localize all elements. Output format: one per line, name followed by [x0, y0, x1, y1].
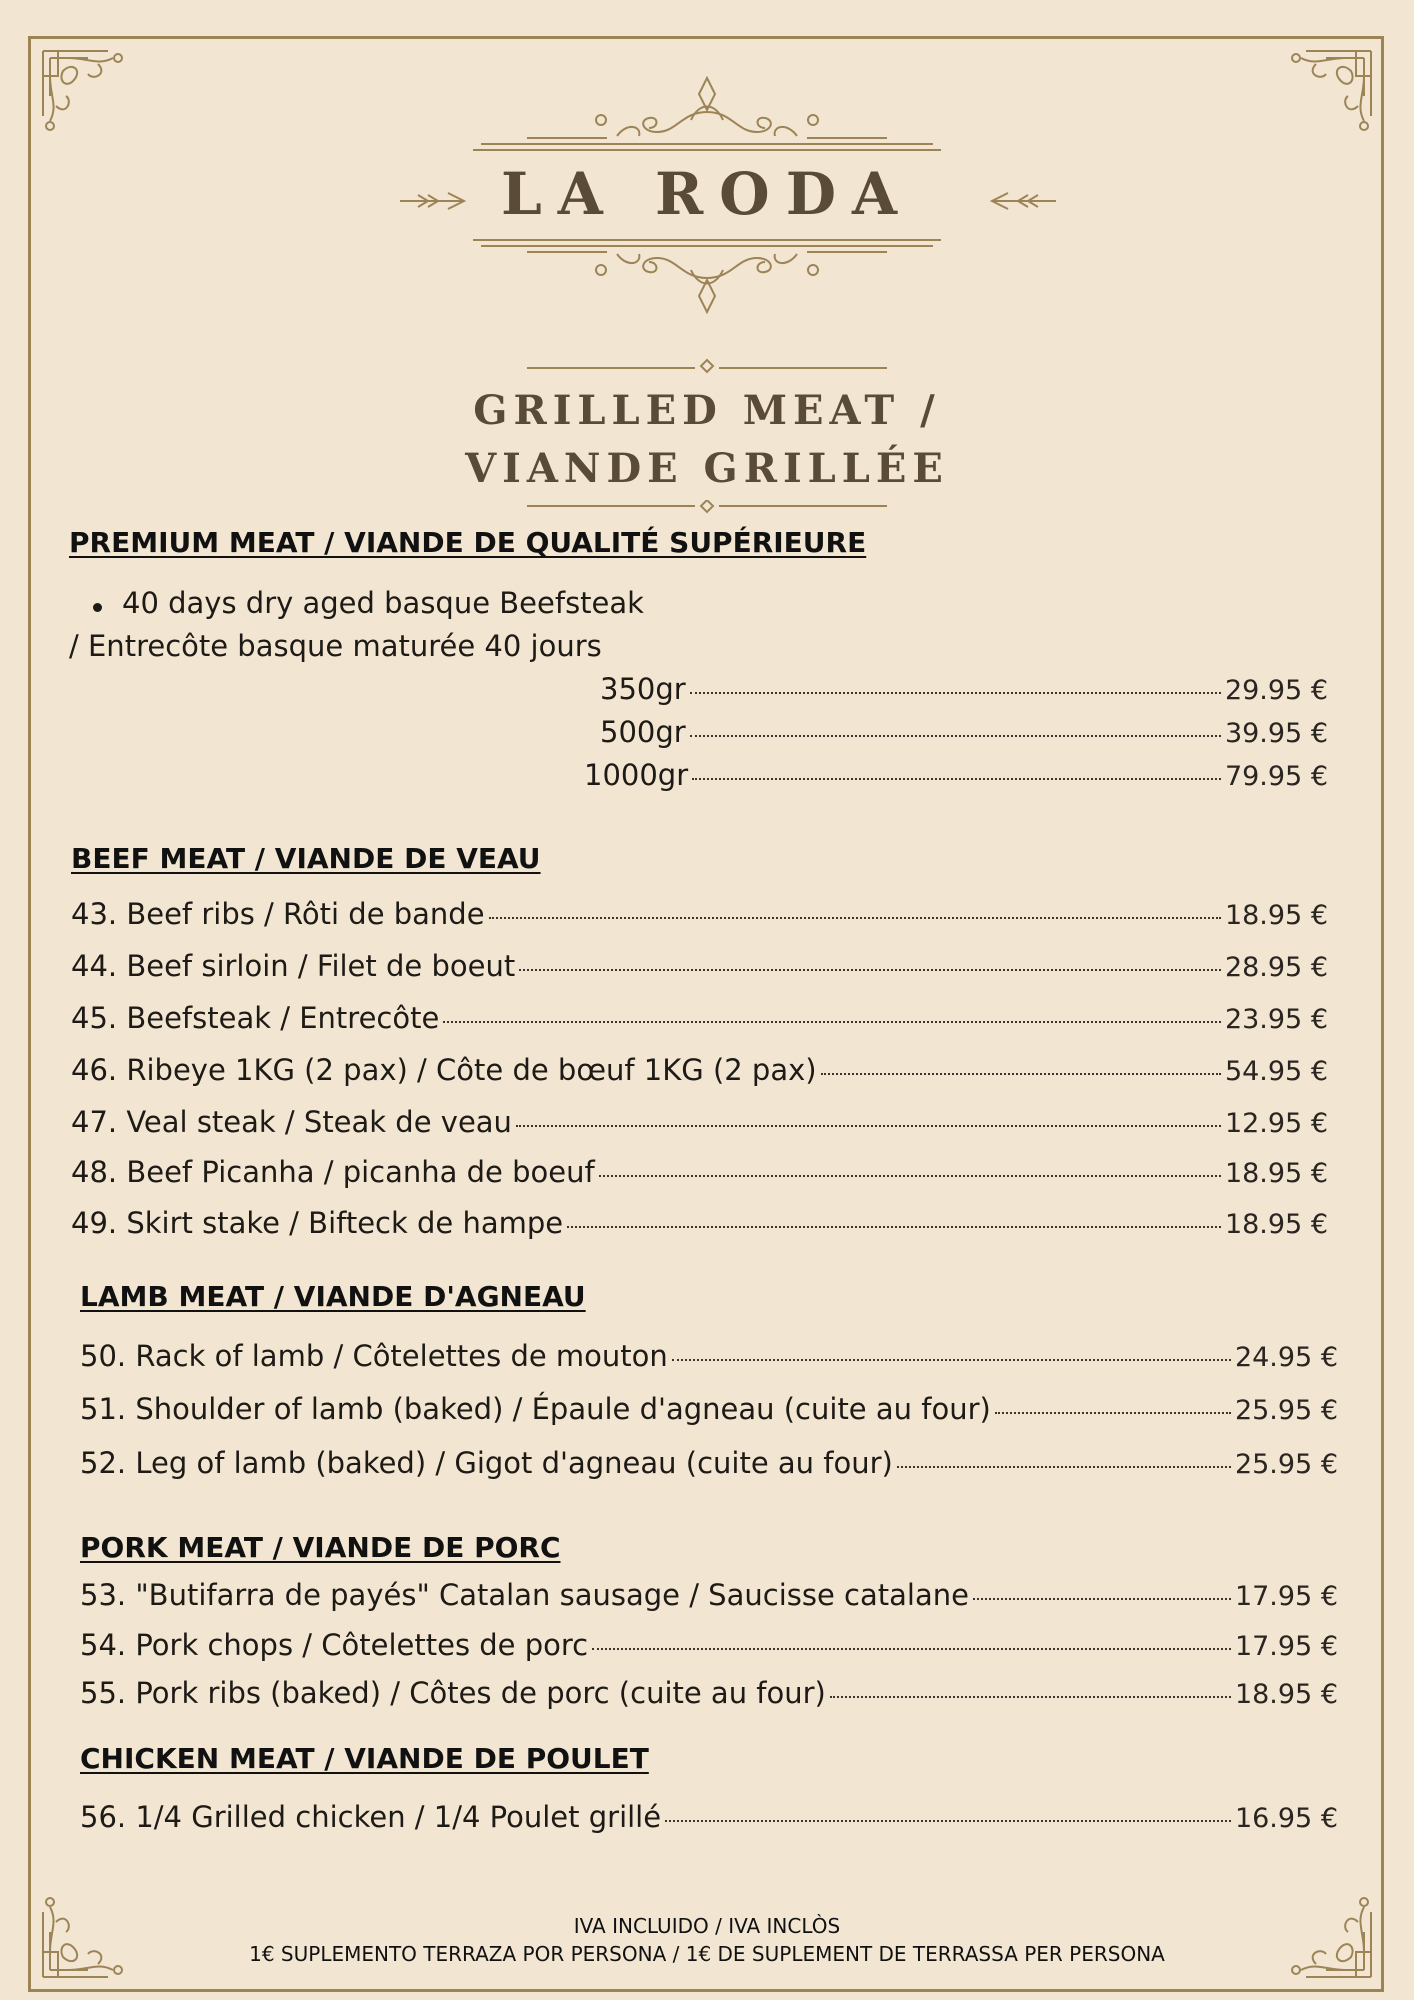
title-divider-top — [0, 354, 1414, 374]
dot-leader — [567, 1226, 1221, 1228]
menu-item — [80, 1339, 1338, 1373]
item-name: 48. Beef Picanha / picanha de boeuf — [71, 1155, 595, 1189]
price: 16.95 € — [1234, 1803, 1338, 1834]
menu-item — [80, 1800, 1338, 1834]
price: 23.95 € — [1224, 1004, 1328, 1035]
menu-item — [71, 1105, 1328, 1139]
dot-leader — [489, 917, 1221, 919]
chicken-heading: CHICKEN MEAT / VIANDE DE POULET — [80, 1742, 649, 1775]
size-label: 1000gr — [584, 758, 689, 792]
arrow-ornament-right — [988, 190, 1058, 212]
dot-leader — [690, 692, 1221, 694]
dot-leader — [830, 1696, 1231, 1698]
item-name: 43. Beef ribs / Rôti de bande — [71, 897, 485, 931]
item-name: 53. "Butifarra de payés" Catalan sausage / Saucisse catalane — [80, 1578, 969, 1612]
price: 24.95 € — [1234, 1342, 1338, 1373]
price: 28.95 € — [1224, 952, 1328, 983]
pork-heading: PORK MEAT / VIANDE DE PORC — [80, 1531, 561, 1564]
dot-leader — [516, 1125, 1221, 1127]
premium-item-name-fr: / Entrecôte basque maturée 40 jours — [69, 629, 602, 663]
dot-leader — [519, 969, 1221, 971]
premium-size-row — [600, 715, 1328, 749]
dot-leader — [599, 1175, 1221, 1177]
price: 79.95 € — [1224, 761, 1328, 792]
menu-item — [80, 1676, 1338, 1710]
dot-leader — [690, 735, 1221, 737]
premium-size-row — [600, 672, 1328, 706]
price: 54.95 € — [1224, 1056, 1328, 1087]
footer-terrace-note: 1€ SUPLEMENTO TERRAZA POR PERSONA / 1€ DE SUPLEMENT DE TERRASSA PER PERSONA — [249, 1942, 1165, 1966]
price: 18.95 € — [1224, 1158, 1328, 1189]
item-name: 47. Veal steak / Steak de veau — [71, 1105, 512, 1139]
lamb-heading: LAMB MEAT / VIANDE D'AGNEAU — [80, 1280, 586, 1313]
item-name: 50. Rack of lamb / Côtelettes de mouton — [80, 1339, 668, 1373]
size-label: 350gr — [600, 672, 686, 706]
menu-item — [71, 1001, 1328, 1035]
size-label: 500gr — [600, 715, 686, 749]
beef-heading: BEEF MEAT / VIANDE DE VEAU — [71, 842, 541, 875]
price: 17.95 € — [1234, 1631, 1338, 1662]
price: 25.95 € — [1234, 1395, 1338, 1426]
price: 12.95 € — [1224, 1108, 1328, 1139]
price: 39.95 € — [1224, 718, 1328, 749]
dot-leader — [995, 1412, 1231, 1414]
menu-item — [80, 1392, 1338, 1426]
item-name: 56. 1/4 Grilled chicken / 1/4 Poulet grillé — [80, 1800, 662, 1834]
premium-heading: PREMIUM MEAT / VIANDE DE QUALITÉ SUPÉRIEURE — [69, 526, 867, 559]
dot-leader — [443, 1021, 1221, 1023]
item-name: 51. Shoulder of lamb (baked) / Épaule d'agneau (cuite au four) — [80, 1392, 991, 1426]
price: 18.95 € — [1234, 1679, 1338, 1710]
premium-item-name: 40 days dry aged basque Beefsteak — [122, 586, 644, 620]
menu-item — [71, 1053, 1328, 1087]
price: 18.95 € — [1224, 900, 1328, 931]
item-name: 52. Leg of lamb (baked) / Gigot d'agneau (cuite au four) — [80, 1446, 893, 1480]
dot-leader — [821, 1073, 1221, 1075]
price: 17.95 € — [1234, 1581, 1338, 1612]
title-divider-bottom — [0, 500, 1414, 520]
logo-ornament-bottom — [0, 238, 1414, 318]
price: 18.95 € — [1224, 1209, 1328, 1240]
page-title-line1: GRILLED MEAT / — [473, 387, 941, 434]
menu-item — [71, 949, 1328, 983]
dot-leader — [672, 1359, 1231, 1361]
item-name: 54. Pork chops / Côtelettes de porc — [80, 1628, 589, 1662]
menu-item — [71, 897, 1328, 931]
item-name: 55. Pork ribs (baked) / Côtes de porc (cuite au four) — [80, 1676, 826, 1710]
page-title-line2: VIANDE GRILLÉE — [465, 445, 949, 492]
item-name: 44. Beef sirloin / Filet de boeut — [71, 949, 516, 983]
item-name: 49. Skirt stake / Bifteck de hampe — [71, 1206, 564, 1240]
item-name: 46. Ribeye 1KG (2 pax) / Côte de bœuf 1KG (2 pax) — [71, 1053, 817, 1087]
menu-item — [80, 1628, 1338, 1662]
logo-ornament-top — [0, 72, 1414, 152]
item-name: 45. Beefsteak / Entrecôte — [71, 1001, 440, 1035]
dot-leader — [897, 1466, 1231, 1468]
menu-item — [71, 1155, 1328, 1189]
price: 29.95 € — [1224, 675, 1328, 706]
menu-item — [80, 1446, 1338, 1480]
brand-name: LA RODA — [501, 160, 913, 228]
dot-leader — [692, 778, 1221, 780]
price: 25.95 € — [1234, 1449, 1338, 1480]
bullet-icon — [93, 603, 102, 612]
menu-item — [71, 1206, 1328, 1240]
dot-leader — [665, 1820, 1231, 1822]
dot-leader — [973, 1598, 1231, 1600]
dot-leader — [592, 1648, 1231, 1650]
footer-tax-note: IVA INCLUIDO / IVA INCLÒS — [573, 1914, 841, 1938]
premium-size-row — [584, 758, 1328, 792]
menu-item — [80, 1578, 1338, 1612]
